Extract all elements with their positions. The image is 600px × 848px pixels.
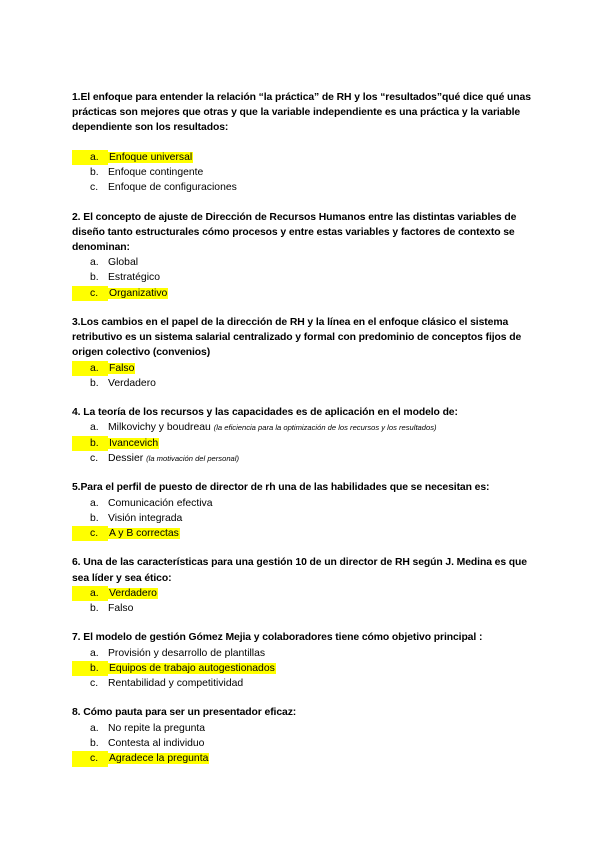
option-text: Visión integrada <box>108 512 183 524</box>
question-text: 2. El concepto de ajuste de Dirección de Recursos Humanos entre las distintas variables de diseño tanto estructurales cómo procesos y entre estas variables y factores de contexto se denominan: <box>72 211 517 253</box>
option-letter: a. <box>72 361 108 376</box>
option-list <box>72 586 542 617</box>
option-letter: a. <box>90 647 99 659</box>
option-list <box>72 721 542 767</box>
option-item <box>72 751 542 766</box>
option-text: Ivancevich <box>109 437 159 449</box>
option-letter: b. <box>90 737 99 749</box>
option-item <box>72 436 542 451</box>
option-letter: a. <box>90 497 99 509</box>
option-text: Verdadero <box>109 587 157 599</box>
option-text: Organizativo <box>109 287 168 299</box>
option-item <box>72 646 542 661</box>
question-block <box>72 405 542 466</box>
option-text: Falso <box>109 362 135 374</box>
question-text: 4. La teoría de los recursos y las capacidades es de aplicación en el modelo de: <box>72 407 458 419</box>
question-text: 8. Cómo pauta para ser un presentador eficaz: <box>72 707 297 719</box>
option-letter: c. <box>72 286 108 301</box>
option-text: Comunicación efectiva <box>108 497 213 509</box>
option-text: Enfoque universal <box>109 151 193 163</box>
option-item <box>72 255 542 270</box>
option-letter: a. <box>72 150 108 165</box>
option-note: (la eficiencia para la optimización de los recursos y los resultados) <box>213 423 437 433</box>
option-text: Verdadero <box>108 377 156 389</box>
option-letter: c. <box>72 751 108 766</box>
question-text: 3.Los cambios en el papel de la dirección de RH y la línea en el enfoque clásico el sistema retributivo es un sistema salarial centralizado y formal con predominio de conceptos fijos de origen colectivo (convenios) <box>72 317 522 359</box>
option-letter: a. <box>90 257 99 269</box>
option-item <box>72 451 542 466</box>
question-block <box>72 480 542 541</box>
option-item <box>72 150 542 165</box>
question-block <box>72 705 542 766</box>
option-letter: b. <box>72 436 108 451</box>
option-letter: b. <box>72 661 108 676</box>
option-text: A y B correctas <box>109 528 179 540</box>
option-text: Milkovichy y boudreau <box>108 422 211 434</box>
option-letter: b. <box>90 512 99 524</box>
option-item <box>72 165 542 180</box>
option-letter: a. <box>90 422 99 434</box>
option-letter: c. <box>90 182 99 194</box>
option-text: Estratégico <box>108 272 160 284</box>
option-item <box>72 180 542 195</box>
option-item <box>72 376 542 391</box>
question-block <box>72 90 542 196</box>
option-text: Dessier <box>108 453 144 464</box>
option-text: Enfoque contingente <box>108 166 204 178</box>
option-list <box>72 420 542 466</box>
option-text: Agradece la pregunta <box>109 753 209 765</box>
question-text: 1.El enfoque para entender la relación “la práctica” de RH y los “resultados”qué dice qué unas prácticas son mejores que otras y que la variable independiente es una práctica y la variable dependiente son los resultados: <box>72 92 531 134</box>
option-letter: b. <box>90 166 99 178</box>
option-list <box>72 255 542 301</box>
option-item <box>72 526 542 541</box>
option-item <box>72 286 542 301</box>
option-text: Enfoque de configuraciones <box>108 182 237 194</box>
option-text: Rentabilidad y competitividad <box>108 678 244 690</box>
option-list <box>72 496 542 542</box>
option-text: Global <box>108 257 139 269</box>
option-list <box>72 361 542 392</box>
option-text: Falso <box>108 603 134 615</box>
question-text: 6. Una de las características para una gestión 10 de un director de RH según J. Medina es que sea líder y sea ético: <box>72 557 527 584</box>
option-item <box>72 661 542 676</box>
option-letter: b. <box>90 603 99 615</box>
document-body <box>72 90 542 767</box>
option-letter: a. <box>72 586 108 601</box>
question-block <box>72 555 542 616</box>
question-text: 5.Para el perfil de puesto de director de rh una de las habilidades que se necesitan es: <box>72 482 490 494</box>
option-item <box>72 736 542 751</box>
question-block <box>72 315 542 391</box>
option-letter: b. <box>90 272 99 284</box>
option-item <box>72 496 542 511</box>
option-letter: a. <box>90 722 99 734</box>
option-item <box>72 511 542 526</box>
question-block <box>72 210 542 302</box>
option-note: (la motivación del personal) <box>146 454 239 463</box>
option-letter: c. <box>72 526 108 541</box>
option-list <box>72 646 542 692</box>
option-item <box>72 721 542 736</box>
option-item <box>72 601 542 616</box>
option-letter: c. <box>90 678 99 690</box>
option-item <box>72 270 542 285</box>
option-text: No repite la pregunta <box>108 722 206 734</box>
option-text: Equipos de trabajo autogestionados <box>109 662 275 674</box>
option-item <box>72 586 542 601</box>
option-item <box>72 676 542 691</box>
option-letter: c. <box>90 453 99 464</box>
option-item <box>72 420 542 435</box>
option-item <box>72 361 542 376</box>
option-letter: b. <box>90 377 99 389</box>
option-text: Provisión y desarrollo de plantillas <box>108 647 266 659</box>
option-text: Contesta al individuo <box>108 737 205 749</box>
question-block <box>72 630 542 691</box>
option-list <box>72 150 542 196</box>
question-text: 7. El modelo de gestión Gómez Mejia y colaboradores tiene cómo objetivo principal : <box>72 632 483 644</box>
